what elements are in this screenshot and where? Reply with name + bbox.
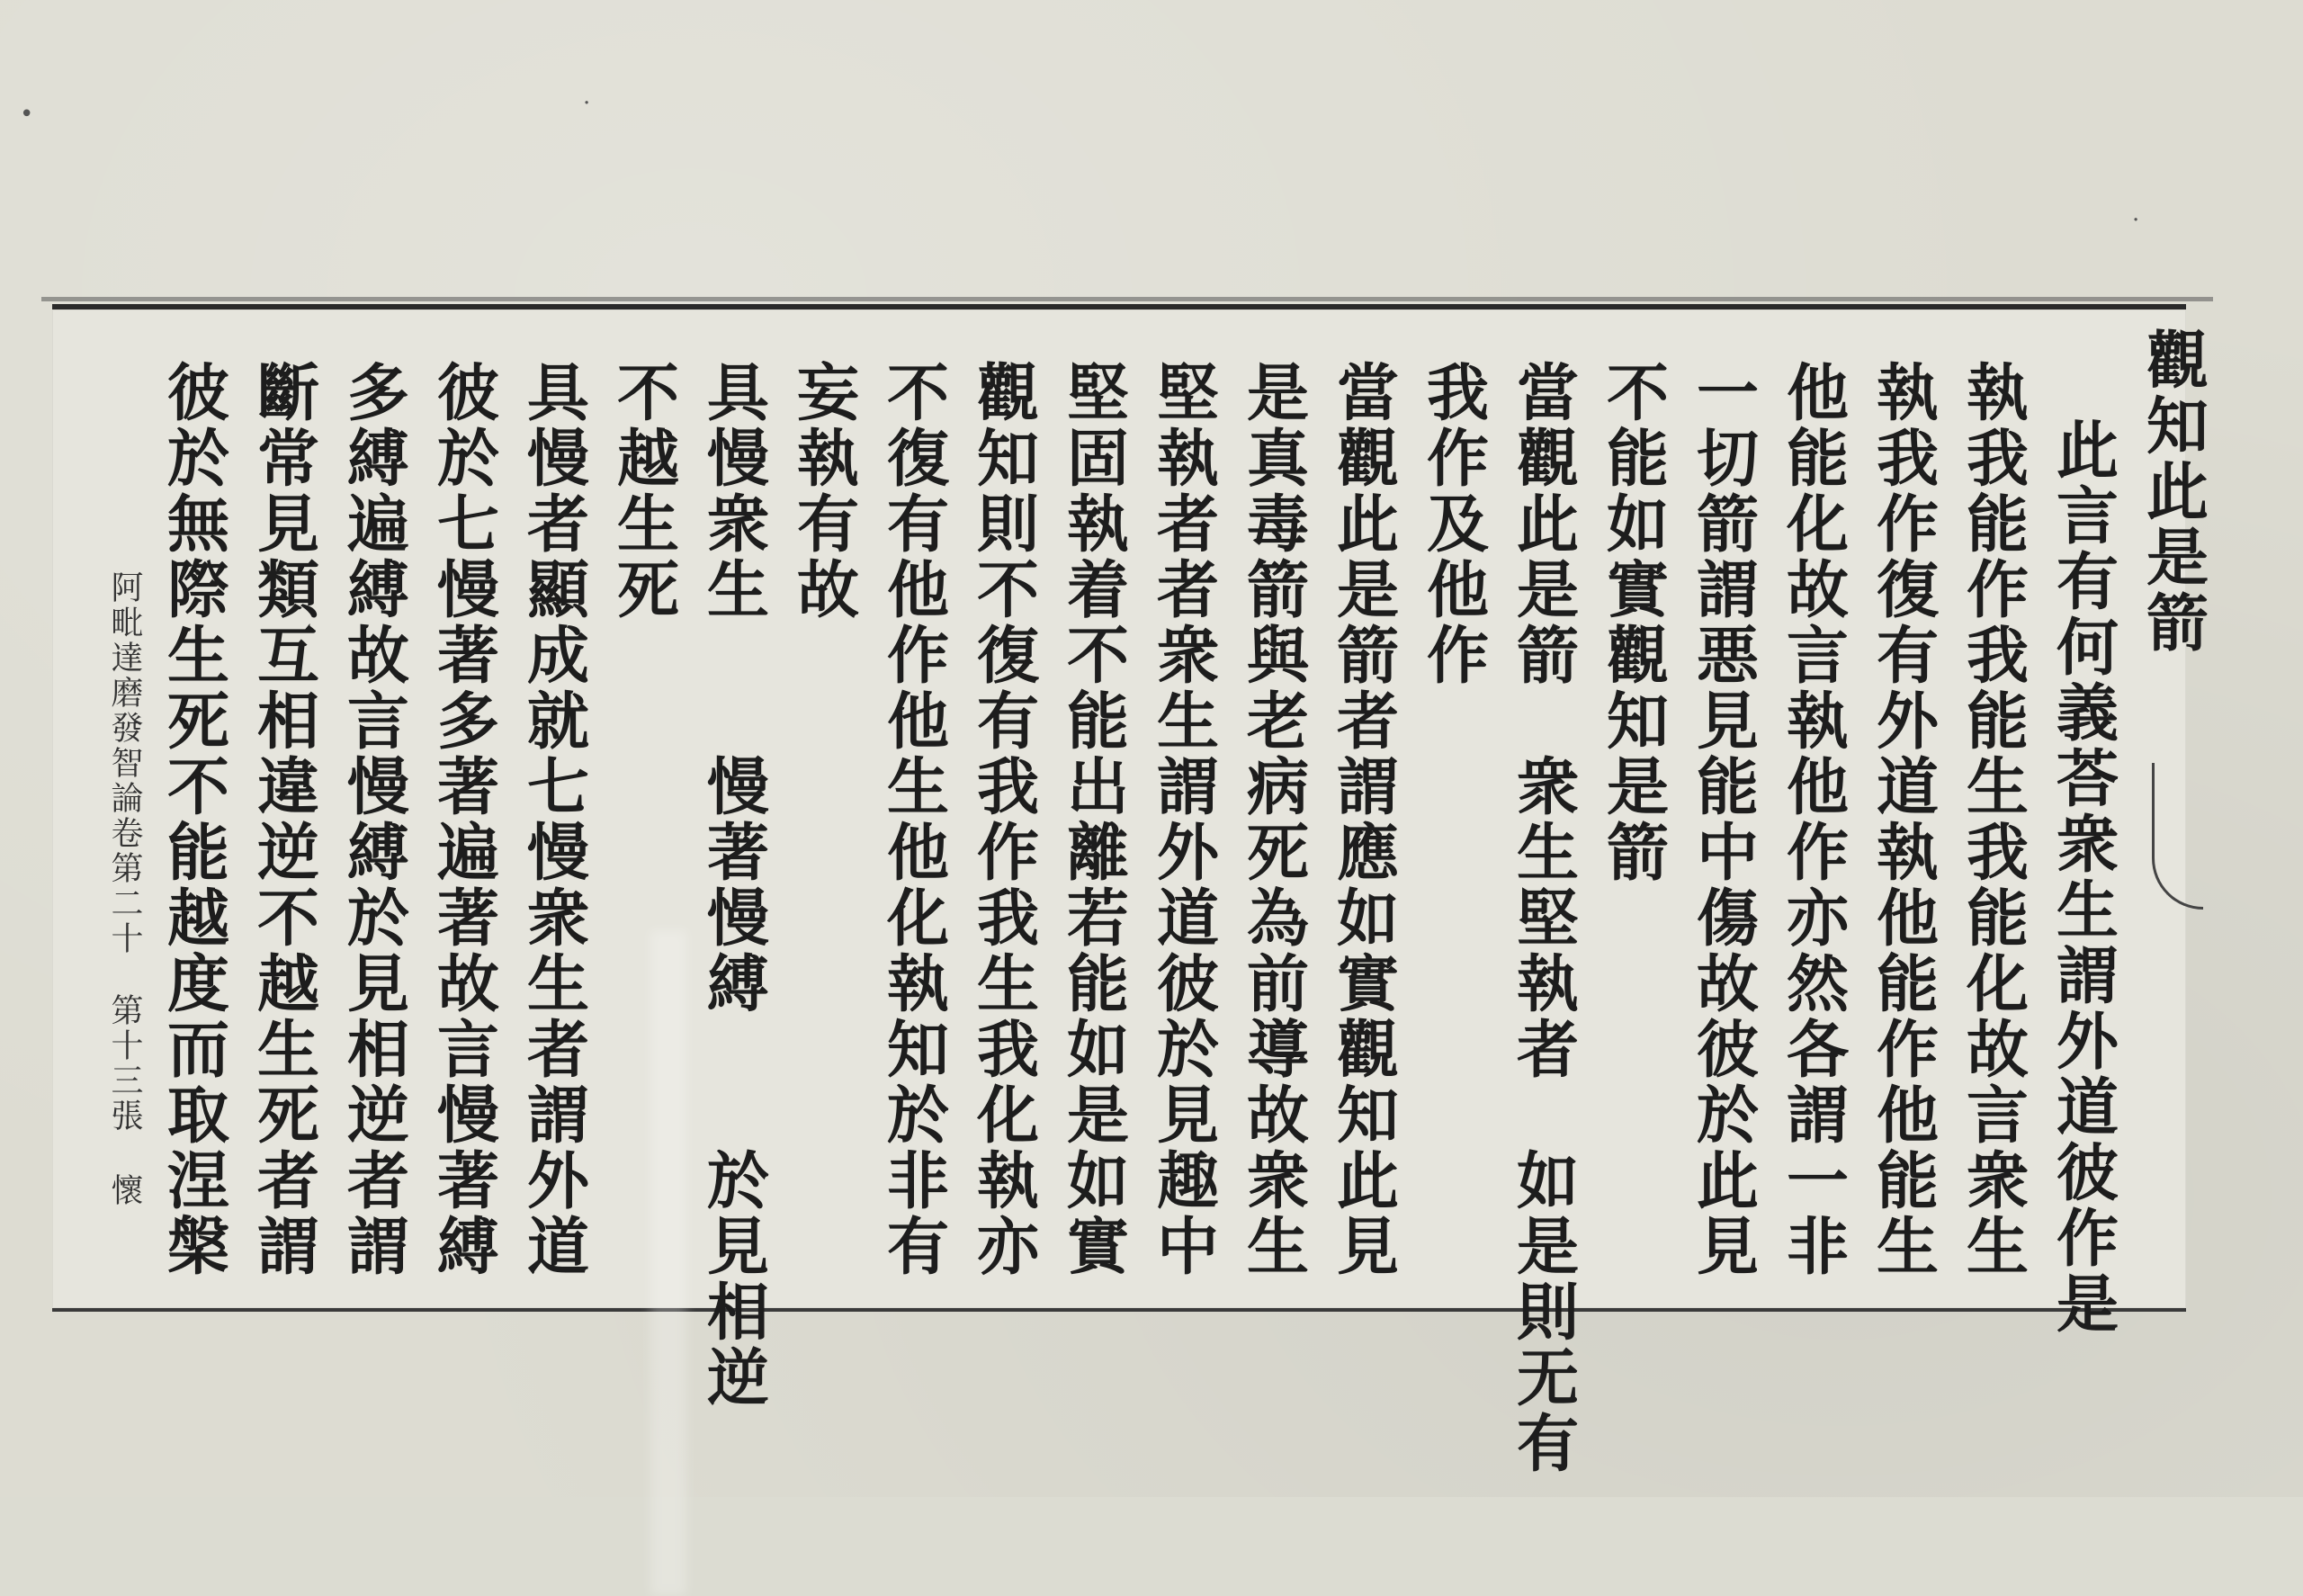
text-column-19: 具慢者顯成就七慢衆生者謂外道 bbox=[516, 360, 589, 1279]
ink-speck: • bbox=[20, 101, 34, 128]
text-column-22: 斷常見類互相違逆不越生死者謂 bbox=[246, 360, 319, 1279]
worn-streak bbox=[650, 930, 686, 1596]
text-column-12: 堅執者者衆生謂外道彼於見趣中 bbox=[1146, 360, 1219, 1279]
ink-speck: · bbox=[583, 90, 591, 117]
margin-sheet-number: 第十三張 bbox=[106, 993, 143, 1134]
text-column-17: 具慢衆生 慢著慢縛 於見相逆 bbox=[696, 360, 769, 1411]
text-column-18: 不越生死 bbox=[606, 360, 679, 623]
text-column-14: 觀知則不復有我作我生我化執亦 bbox=[966, 360, 1039, 1279]
woodblock-print-area bbox=[52, 304, 2209, 1476]
ink-speck: · bbox=[2132, 207, 2140, 234]
text-column-10: 當觀此是箭者謂應如實觀知此見 bbox=[1326, 360, 1399, 1279]
text-column-15: 不復有他作他生他化執知於非有 bbox=[876, 360, 949, 1279]
text-column-16: 妄執有故 bbox=[786, 360, 859, 623]
text-column-2: 此言有何義荅衆生謂外道彼作是 bbox=[2046, 417, 2119, 1337]
margin-carver-mark: 懷 bbox=[106, 1173, 143, 1208]
text-column-6: 一切箭謂悪見能中傷故彼於此見 bbox=[1686, 360, 1759, 1279]
text-column-1: 觀知此是箭 bbox=[2136, 327, 2209, 656]
text-column-8: 當觀此是箭 衆生堅執者 如是則无有 bbox=[1506, 360, 1579, 1476]
text-column-5: 他能化故言執他作亦然各謂一非 bbox=[1776, 360, 1849, 1279]
text-column-9: 我作及他作 bbox=[1416, 360, 1489, 688]
text-column-23: 彼於無際生死不能越度而取涅槃 bbox=[157, 360, 229, 1279]
text-column-3: 執我能作我能生我能化故言衆生 bbox=[1956, 360, 2029, 1279]
margin-volume-title: 阿毗達磨發智論卷第二十 bbox=[106, 570, 143, 956]
text-column-20: 彼於七慢著多著遍著故言慢著縛 bbox=[426, 360, 499, 1279]
text-column-7: 不能如實觀知是箭 bbox=[1596, 360, 1669, 885]
text-column-4: 執我作復有外道執他能作他能生 bbox=[1866, 360, 1939, 1279]
text-column-11: 是真毒箭與老病死為前導故衆生 bbox=[1236, 360, 1309, 1279]
text-column-13: 堅固執着不能出離若能如是如實 bbox=[1056, 360, 1129, 1279]
text-column-21: 多縛遍縛故言慢縛於見相逆者謂 bbox=[336, 360, 409, 1279]
